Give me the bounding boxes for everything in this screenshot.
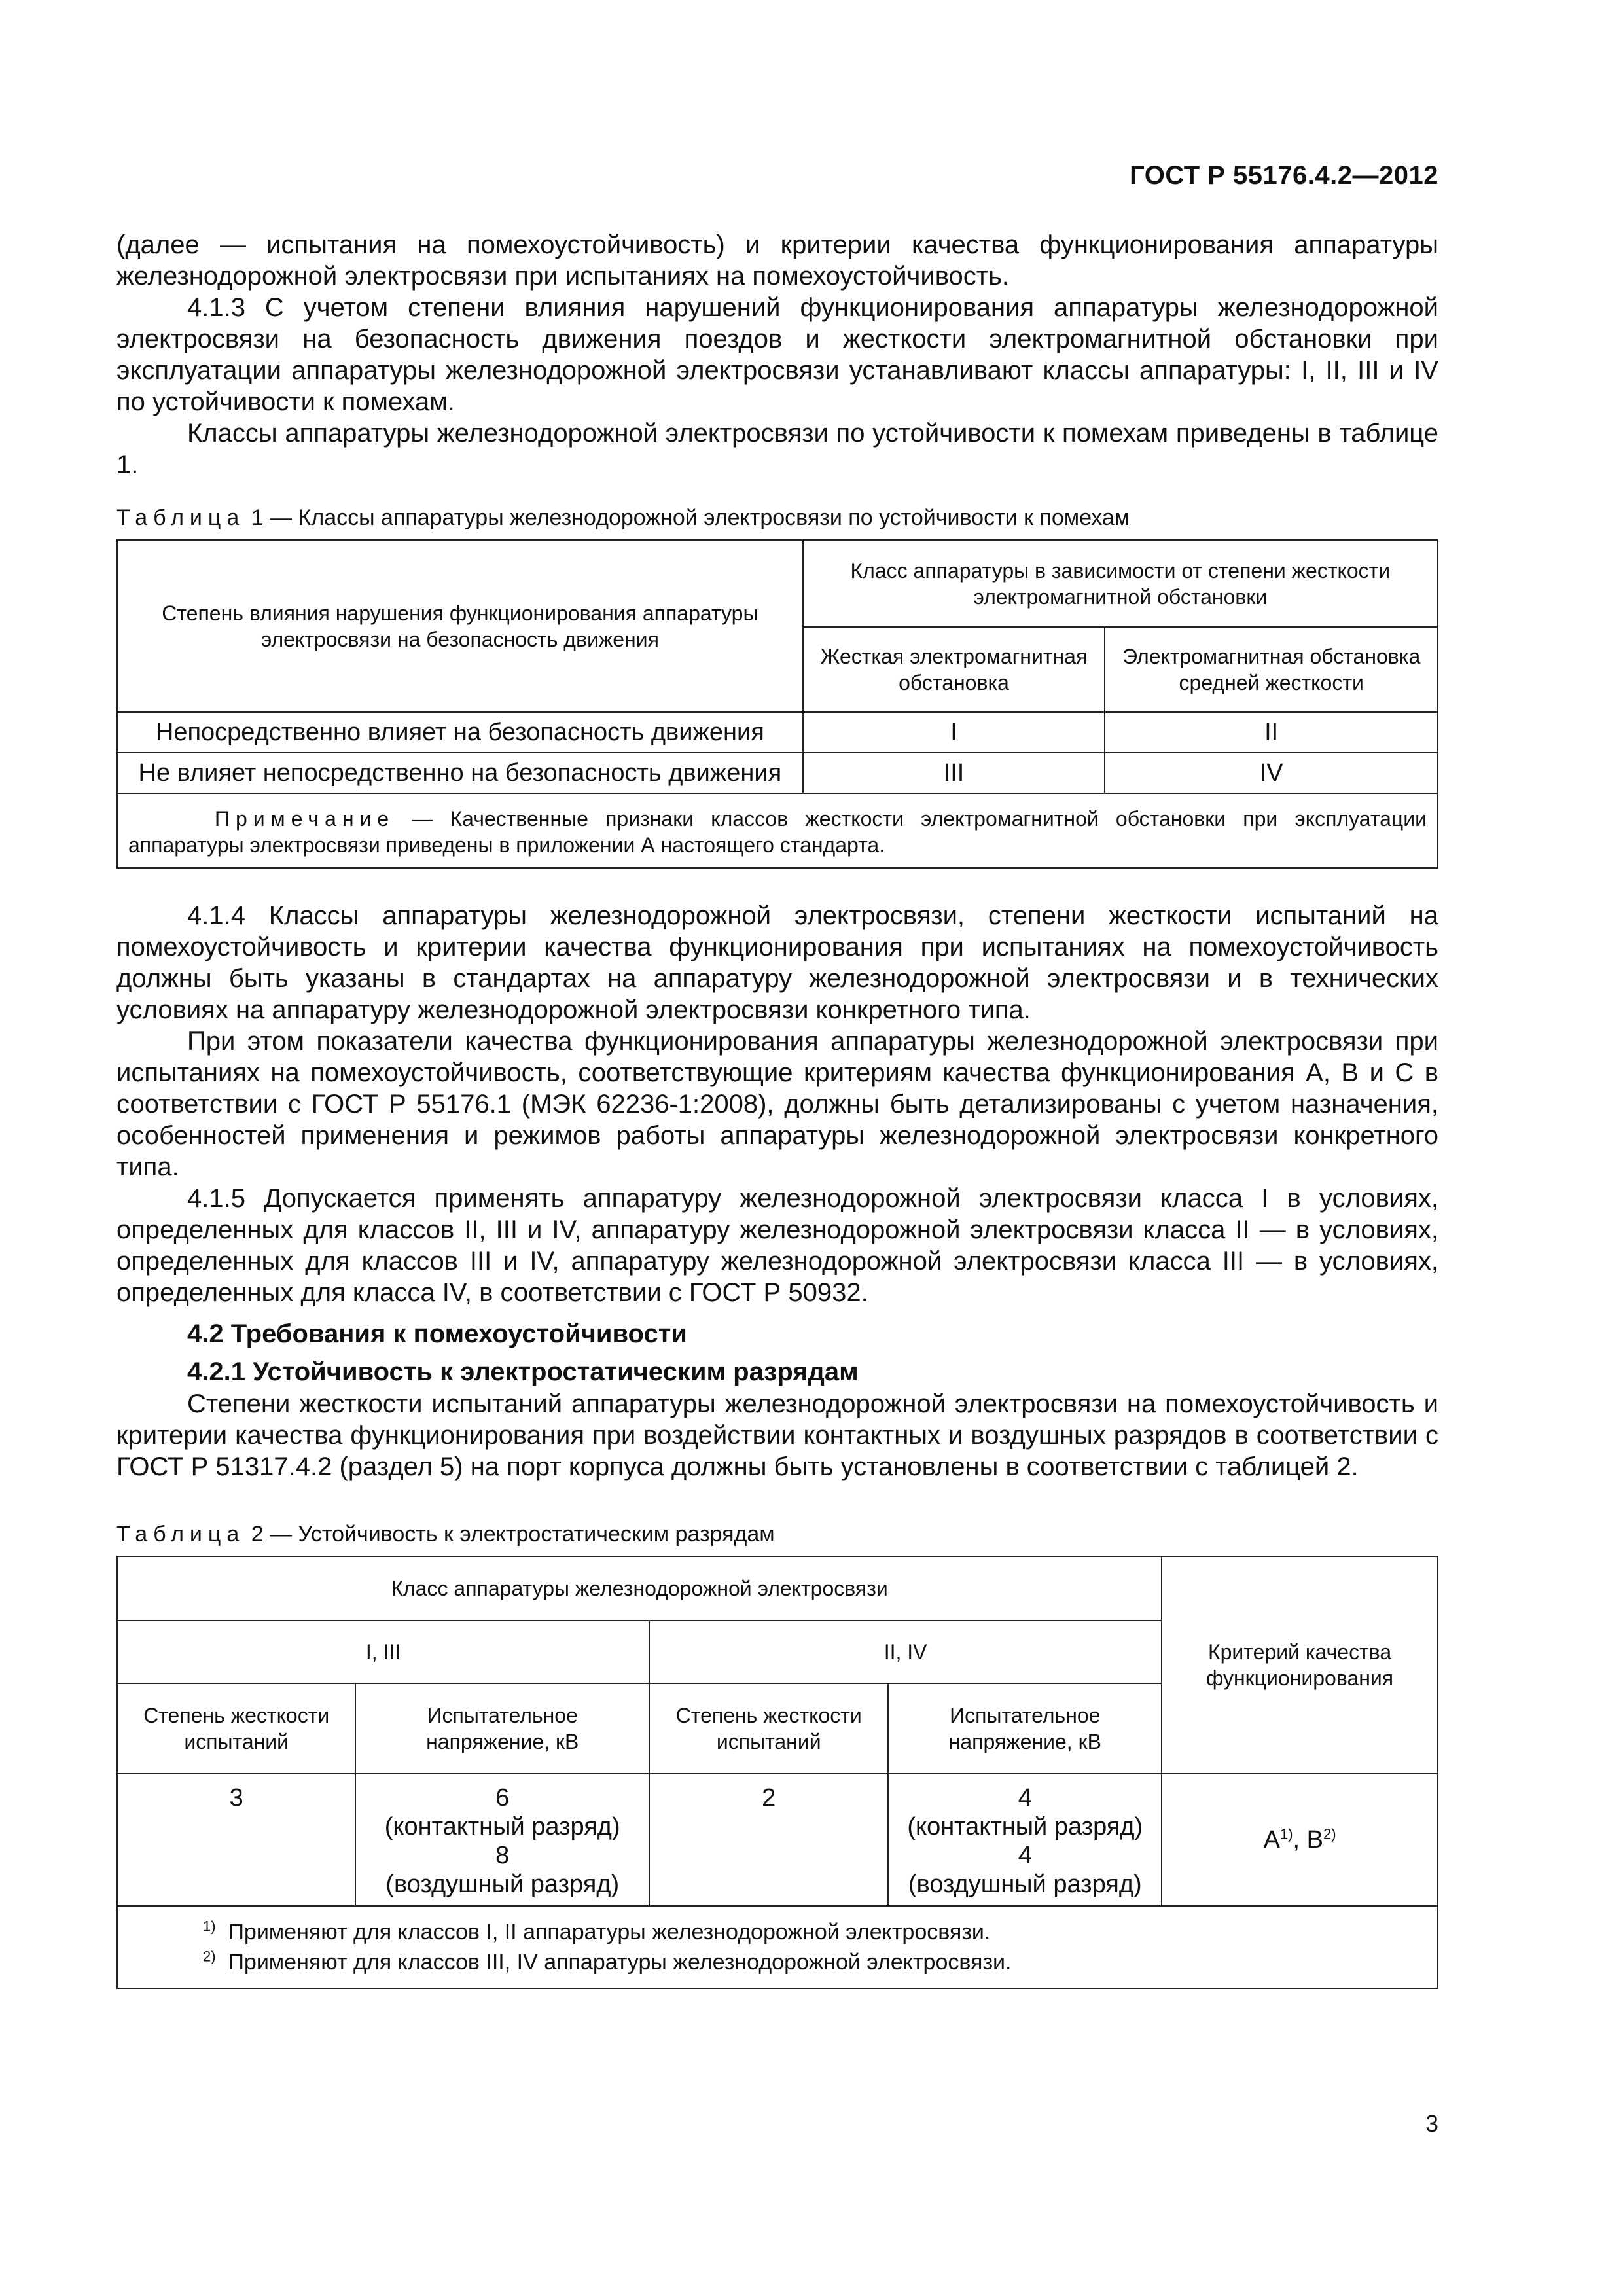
paragraph-4-2-1: Степени жесткости испытаний аппаратуры железнодорожной электросвязи на помехоустойчивость и критерии качества функционирования при воздействии контактных и воздушных разрядов в соответствии с ГОСТ Р 51317.4.2 (раздел 5) на порт корпуса должны быть установлены в соответствии с таблицей 2. (116, 1390, 1438, 1481)
paragraph-quality-indicators: При этом показатели качества функционирования аппаратуры железнодорожной электросвязи при испытаниях на помехоустойчивость, соответствующие критериям качества функционирования А, В и С в соответствии с ГОСТ Р 55176.1 (МЭК 62236-1:2008), должны быть детализированы с учетом назначения, особенностей применения и режимов работы аппаратуры железнодорожной электросвязи конкретного типа. (116, 1027, 1438, 1181)
table2-g2-voltage: 4 (контактный разряд) 4 (воздушный разряд) (888, 1774, 1162, 1906)
table2-header-criterion: Критерий качества функционирования (1162, 1556, 1438, 1774)
table1-caption: Таблица 1 — Классы аппаратуры железнодорожной электросвязи по устойчивости к помехам (116, 505, 1130, 530)
table1-row1-hard: I (803, 712, 1105, 753)
table-row (117, 753, 1438, 793)
page-number: 3 (1425, 2110, 1438, 2137)
footnote-2: $^{2)}$ Применяют для классов III, IV аппаратуры железнодорожной электросвязи. (203, 1948, 1012, 1975)
table-row (117, 712, 1438, 753)
table2-header-class: Класс аппаратуры железнодорожной электросвязи (117, 1556, 1162, 1621)
paragraph-4-1-4: 4.1.4 Классы аппаратуры железнодорожной электросвязи, степени жесткости испытаний на помехоустойчивость и критерии качества функционирования при испытаниях на помехоустойчивость должны быть указаны в стандартах на аппаратуру железнодорожной электросвязи и в технических условиях на аппаратуру железнодорожной электросвязи конкретного типа. (116, 901, 1438, 1024)
table2-g2-degree: 2 (649, 1774, 888, 1906)
table2-header-degree-1: Степень жесткости испытаний (117, 1683, 355, 1774)
table2-header-voltage-2: Испытательное напряжение, кВ (888, 1683, 1162, 1774)
table1-header-class: Класс аппаратуры в зависимости от степени жесткости электромагнитной обстановки (803, 540, 1438, 627)
table1-header-degree: Степень влияния нарушения функционирования аппаратуры электросвязи на безопасность движения (117, 540, 803, 712)
footnote-1: $^{1)}$ Применяют для классов I, II аппаратуры железнодорожной электросвязи. (203, 1918, 991, 1945)
table1-row1-medium: II (1105, 712, 1438, 753)
table2-header-group-1-3: I, III (117, 1621, 649, 1683)
table1-header-medium: Электромагнитная обстановка средней жесткости (1105, 627, 1438, 712)
table2-caption: Таблица 2 — Устойчивость к электростатическим разрядам (116, 1522, 775, 1547)
paragraph-table1-reference: Классы аппаратуры железнодорожной электросвязи по устойчивости к помехам приведены в таблице 1. (116, 419, 1438, 479)
table2-header-group-2-4: II, IV (649, 1621, 1162, 1683)
section-heading-4-2: 4.2 Требования к помехоустойчивости (187, 1319, 687, 1348)
table1-row1-label: Непосредственно влияет на безопасность движения (117, 712, 803, 753)
paragraph-4-1-3: 4.1.3 С учетом степени влияния нарушений функционирования аппаратуры железнодорожной электросвязи на безопасность движения поездов и жесткости электромагнитной обстановки при эксплуатации аппаратуры железнодорожной электросвязи устанавливают классы аппаратуры: I, II, III и IV по устойчивости к помехам. (116, 293, 1438, 416)
table1-header-hard: Жесткая электромагнитная обстановка (803, 627, 1105, 712)
table2-header-degree-2: Степень жесткости испытаний (649, 1683, 888, 1774)
table2-g1-voltage: 6 (контактный разряд) 8 (воздушный разряд) (355, 1774, 649, 1906)
table1 (116, 539, 1438, 869)
document-header: ГОСТ Р 55176.4.2—2012 (1130, 161, 1438, 190)
table1-row2-hard: III (803, 753, 1105, 793)
table1-note: Примечание — Качественные признаки классов жесткости электромагнитной обстановки при эксплуатации аппаратуры электросвязи приведены в приложении А настоящего стандарта. (117, 793, 1438, 868)
table1-row2-medium: IV (1105, 753, 1438, 793)
table1-row2-label: Не влияет непосредственно на безопасность движения (117, 753, 803, 793)
table2-g1-degree: 3 (117, 1774, 355, 1906)
paragraph-continuation: (далее — испытания на помехоустойчивость) и критерии качества функционирования аппаратуры железнодорожной электросвязи при испытаниях на помехоустойчивость. (116, 230, 1438, 291)
section-heading-4-2-1: 4.2.1 Устойчивость к электростатическим разрядам (187, 1357, 859, 1386)
paragraph-4-1-5: 4.1.5 Допускается применять аппаратуру железнодорожной электросвязи класса I в условиях, определенных для классов II, III и IV, аппаратуру железнодорожной электросвязи класса II — в условиях, определенных для классов III и IV, аппаратуру железнодорожной электросвязи класса III — в условиях, определенных для класса IV, в соответствии с ГОСТ Р 50932. (116, 1184, 1438, 1307)
table2-criterion-value: $А^{1)}$, $В^{2)}$ (1162, 1774, 1438, 1906)
table2-header-voltage-1: Испытательное напряжение, кВ (355, 1683, 649, 1774)
table2 (116, 1556, 1438, 1989)
table-row (117, 1774, 1438, 1906)
page-content (116, 229, 1438, 1989)
table2-footnotes (117, 1906, 1438, 1988)
